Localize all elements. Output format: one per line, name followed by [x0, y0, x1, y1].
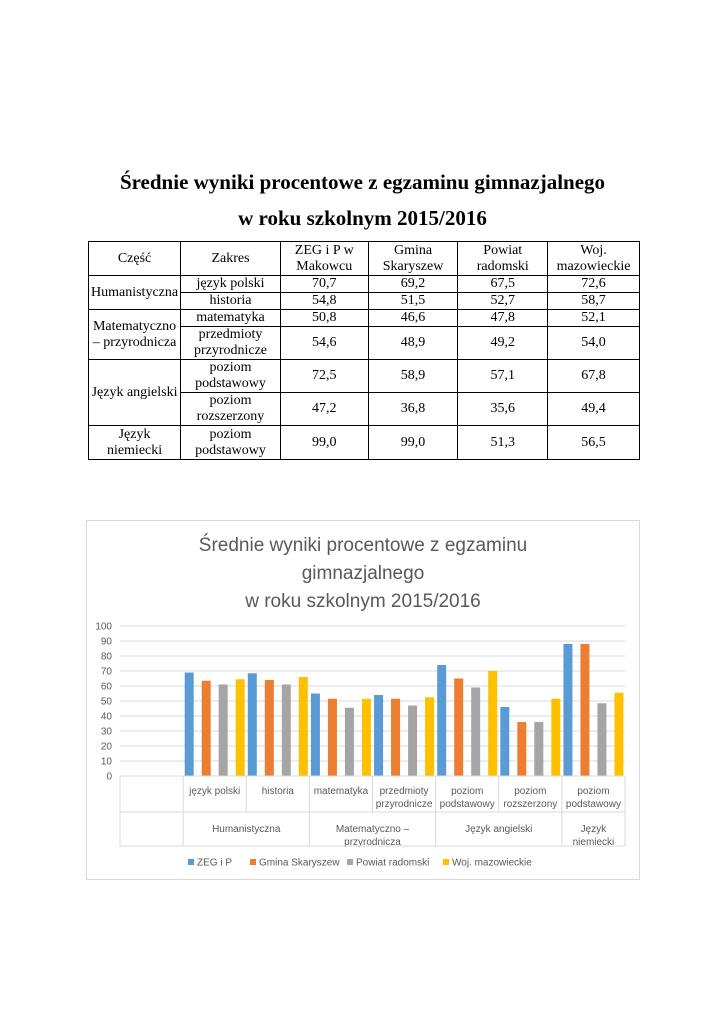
cell-value: 50,8	[280, 310, 368, 327]
category-label: matematyka	[313, 786, 369, 797]
bar-1	[500, 707, 509, 776]
header-gmina: Gmina Skaryszew	[368, 242, 458, 276]
table-row	[89, 426, 640, 460]
cell-value: 72,6	[548, 276, 640, 293]
bar-2	[391, 699, 400, 776]
bar-4	[488, 671, 497, 776]
cell-zakres: poziom podstawowy	[181, 426, 281, 460]
category-label: język polski	[189, 786, 241, 797]
cell-value: 35,6	[458, 393, 548, 426]
bar-2	[202, 681, 211, 776]
bar-1	[374, 695, 383, 776]
y-tick-label: 0	[106, 771, 112, 783]
category-label: rozszerzony	[503, 799, 558, 810]
cell-value: 67,8	[548, 360, 640, 393]
cell-value: 57,1	[458, 360, 548, 393]
bar-2	[328, 699, 337, 776]
legend-label: Gmina Skaryszew	[259, 857, 340, 869]
bar-2	[517, 722, 526, 776]
table-header-row	[89, 242, 640, 276]
cell-value: 48,9	[368, 327, 458, 360]
bar-4	[551, 699, 560, 776]
category-label: przedmioty	[379, 786, 429, 797]
y-tick-label: 90	[100, 636, 112, 648]
category-label: przyrodnicze	[375, 799, 433, 810]
cell-value: 69,2	[368, 276, 458, 293]
table-row	[89, 360, 640, 393]
bar-4	[236, 679, 245, 776]
cell-zakres: historia	[181, 293, 281, 310]
bar-1	[248, 673, 257, 776]
chart-title-line: w roku szkolnym 2015/2016	[245, 591, 481, 612]
bar-2	[265, 680, 274, 776]
cell-value: 46,6	[368, 310, 458, 327]
cell-value: 70,7	[280, 276, 368, 293]
cell-value: 99,0	[280, 426, 368, 460]
cell-czesc: Matematyczno – przyrodnicza	[89, 310, 181, 360]
cell-value: 72,5	[280, 360, 368, 393]
group-label: Język angielski	[465, 824, 533, 835]
table-row	[89, 276, 640, 293]
legend-label: ZEG i P	[197, 857, 233, 869]
category-label: podstawowy	[565, 799, 621, 810]
bar-3	[471, 688, 480, 777]
category-label: historia	[261, 786, 294, 797]
cell-value: 67,5	[458, 276, 548, 293]
cell-value: 58,9	[368, 360, 458, 393]
bar-4	[299, 677, 308, 776]
bar-3	[408, 706, 417, 777]
cell-value: 56,5	[548, 426, 640, 460]
legend-swatch	[188, 859, 194, 865]
cell-value: 36,8	[368, 393, 458, 426]
y-tick-label: 60	[100, 681, 112, 693]
cell-value: 49,4	[548, 393, 640, 426]
bar-2	[454, 679, 463, 777]
cell-value: 51,3	[458, 426, 548, 460]
bar-2	[580, 644, 589, 776]
cell-value: 54,6	[280, 327, 368, 360]
group-label: niemiecki	[572, 837, 615, 848]
legend-label: Powiat radomski	[356, 857, 430, 869]
group-label: Język	[580, 824, 607, 835]
results-table-body	[89, 242, 640, 460]
cell-value: 47,2	[280, 393, 368, 426]
cell-zakres: przedmioty przyrodnicze	[181, 327, 281, 360]
header-czesc: Część	[89, 242, 181, 276]
y-tick-label: 100	[95, 621, 112, 633]
bar-chart	[87, 521, 639, 879]
cell-zakres: matematyka	[181, 310, 281, 327]
document-title-line-1: Średnie wyniki procentowe z egzaminu gimnazjalnego	[119, 170, 606, 194]
legend-label: Woj. mazowieckie	[452, 857, 532, 869]
category-label: poziom	[514, 786, 547, 797]
group-label: Humanistyczna	[212, 824, 281, 835]
header-zeg: ZEG i P w Makowcu	[280, 242, 368, 276]
table-row	[89, 310, 640, 327]
group-label: Matematyczno –	[335, 824, 410, 835]
cell-value: 47,8	[458, 310, 548, 327]
y-tick-label: 40	[100, 711, 112, 723]
legend-swatch	[443, 859, 449, 865]
chart-container	[86, 520, 640, 880]
cell-value: 52,7	[458, 293, 548, 310]
y-tick-label: 10	[100, 756, 112, 768]
y-tick-label: 20	[100, 741, 112, 753]
cell-value: 49,2	[458, 327, 548, 360]
bar-1	[563, 644, 572, 776]
cell-value: 54,0	[548, 327, 640, 360]
group-label: przyrodnicza	[344, 837, 401, 848]
bar-3	[282, 685, 291, 777]
y-tick-label: 50	[100, 696, 112, 708]
cell-value: 54,8	[280, 293, 368, 310]
cell-zakres: poziom rozszerzony	[181, 393, 281, 426]
y-tick-label: 70	[100, 666, 112, 678]
bar-4	[425, 697, 434, 776]
cell-czesc: Język niemiecki	[89, 426, 181, 460]
legend-swatch	[347, 859, 353, 865]
y-tick-label: 30	[100, 726, 112, 738]
bar-3	[219, 685, 228, 777]
chart-title-line: Średnie wyniki procentowe z egzaminu	[198, 535, 528, 556]
category-label: poziom	[451, 786, 484, 797]
cell-czesc: Humanistyczna	[89, 276, 181, 310]
cell-value: 52,1	[548, 310, 640, 327]
legend-swatch	[250, 859, 256, 865]
bar-1	[185, 673, 194, 777]
y-tick-label: 80	[100, 651, 112, 663]
header-woj: Woj. mazowieckie	[548, 242, 640, 276]
cell-zakres: poziom podstawowy	[181, 360, 281, 393]
cell-czesc: Język angielski	[89, 360, 181, 426]
bar-3	[534, 722, 543, 776]
bar-4	[614, 693, 623, 776]
header-powiat: Powiat radomski	[458, 242, 548, 276]
cell-value: 99,0	[368, 426, 458, 460]
bar-3	[597, 703, 606, 776]
header-zakres: Zakres	[181, 242, 281, 276]
cell-value: 58,7	[548, 293, 640, 310]
chart-title-line: gimnazjalnego	[301, 563, 425, 584]
cell-zakres: język polski	[181, 276, 281, 293]
cell-value: 51,5	[368, 293, 458, 310]
category-label: podstawowy	[439, 799, 495, 810]
bar-1	[311, 694, 320, 777]
document-title-line-2: w roku szkolnym 2015/2016	[238, 206, 487, 230]
bar-1	[437, 665, 446, 776]
bar-3	[345, 708, 354, 776]
results-table	[88, 241, 640, 460]
category-label: poziom	[577, 786, 610, 797]
bar-4	[362, 699, 371, 776]
